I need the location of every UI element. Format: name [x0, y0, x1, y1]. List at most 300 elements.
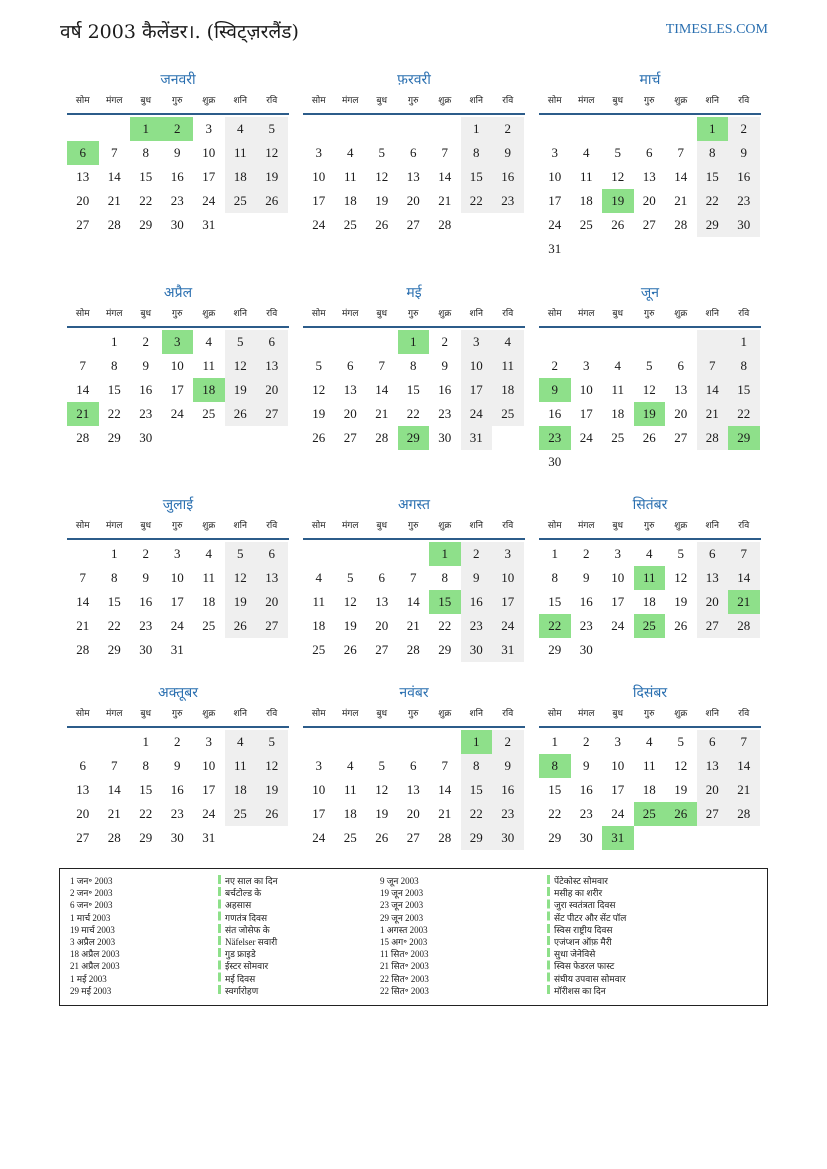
day-cell: 22: [697, 189, 729, 213]
day-cell: 20: [343, 406, 357, 421]
day-cell: 27: [674, 430, 688, 445]
day-cell: 21: [697, 402, 729, 426]
day-cell: 17: [202, 782, 216, 797]
day-cell: 22: [139, 806, 153, 821]
day-cell: 24: [492, 614, 524, 638]
weekday-label: शुक्र: [202, 709, 216, 719]
day-cell: 23: [139, 406, 153, 421]
day-cell: 6: [697, 542, 729, 566]
day-cell: 9: [492, 141, 524, 165]
month-block: [67, 283, 289, 450]
day-cell: 9: [441, 358, 448, 373]
day-cell: 3: [174, 546, 181, 561]
day-cell: 15: [697, 165, 729, 189]
day-cell: 3: [551, 145, 558, 160]
day-cell: 13: [343, 382, 357, 397]
holiday-list-entry: संत जोसेफ के: [225, 924, 270, 935]
empty-cell: [335, 117, 367, 141]
month-name: अगस्त: [397, 497, 430, 513]
day-grid: [539, 328, 761, 474]
holiday-day-cell: 3: [162, 330, 194, 354]
day-cell: 2: [142, 546, 149, 561]
month-name: जुलाई: [162, 497, 194, 513]
weekday-label: सोम: [75, 709, 90, 719]
weekday-label: गुरु: [644, 96, 655, 106]
day-cell: 13: [256, 566, 288, 590]
day-cell: 15: [107, 594, 121, 609]
day-cell: 31: [202, 830, 216, 845]
weekday-label: रवि: [266, 709, 278, 719]
day-cell: 19: [375, 806, 389, 821]
weekday-header: [303, 516, 525, 540]
day-cell: 10: [548, 169, 562, 184]
weekday-label: रवि: [738, 709, 750, 719]
day-cell: 28: [728, 802, 760, 826]
day-cell: 15: [139, 782, 153, 797]
day-cell: 23: [461, 614, 493, 638]
weekday-label: सोम: [547, 709, 562, 719]
empty-cell: [366, 117, 398, 141]
month-name: जनवरी: [160, 72, 196, 88]
day-cell: 20: [406, 193, 420, 208]
day-cell: 13: [406, 782, 420, 797]
day-cell: 29: [139, 830, 153, 845]
day-cell: 19: [312, 406, 326, 421]
day-cell: 1: [111, 546, 118, 561]
holiday-day-cell: 22: [539, 614, 571, 638]
day-cell: 19: [225, 590, 257, 614]
weekday-label: रवि: [502, 521, 514, 531]
day-cell: 5: [256, 730, 288, 754]
day-cell: 17: [611, 594, 625, 609]
weekday-label: शनि: [469, 96, 483, 106]
weekday-label: गुरु: [644, 709, 655, 719]
day-cell: 24: [611, 806, 625, 821]
holiday-list-entry: सुधा जेनेविसे: [554, 949, 596, 960]
day-cell: 6: [256, 330, 288, 354]
month-name: दिसंबर: [632, 685, 668, 701]
day-cell: 10: [202, 758, 216, 773]
weekday-label: सोम: [547, 96, 562, 106]
day-cell: 18: [225, 778, 257, 802]
day-cell: 9: [492, 754, 524, 778]
day-cell: 10: [461, 354, 493, 378]
empty-cell: [398, 730, 430, 754]
day-cell: 26: [674, 618, 688, 633]
day-cell: 16: [139, 594, 153, 609]
day-grid: [67, 115, 289, 237]
weekday-label: गुरु: [408, 521, 419, 531]
day-cell: 10: [170, 570, 184, 585]
holiday-list-entry: बर्चटोल्ड के: [225, 888, 262, 899]
day-cell: 22: [107, 618, 121, 633]
weekday-label: मंगल: [341, 96, 359, 106]
day-cell: 11: [343, 169, 357, 184]
day-cell: 24: [611, 618, 625, 633]
weekday-label: सोम: [547, 309, 562, 319]
day-cell: 14: [728, 754, 760, 778]
weekday-label: शुक्र: [202, 96, 216, 106]
weekday-label: शनि: [233, 521, 247, 531]
day-cell: 13: [674, 382, 688, 397]
day-cell: 7: [728, 542, 760, 566]
day-cell: 9: [728, 141, 760, 165]
weekday-label: बुध: [612, 96, 624, 106]
holiday-day-cell: 21: [67, 402, 99, 426]
empty-cell: [429, 730, 461, 754]
day-cell: 4: [583, 145, 590, 160]
day-cell: 4: [205, 546, 212, 561]
day-cell: 22: [438, 618, 452, 633]
day-cell: 21: [674, 193, 688, 208]
day-cell: 26: [225, 614, 257, 638]
day-cell: 16: [728, 165, 760, 189]
weekday-label: बुध: [140, 309, 152, 319]
day-cell: 14: [697, 378, 729, 402]
day-cell: 10: [611, 570, 625, 585]
month-block: [67, 683, 289, 850]
day-cell: 31: [461, 426, 493, 450]
day-cell: 11: [642, 758, 656, 773]
day-cell: 4: [614, 358, 621, 373]
weekday-label: शुक्र: [674, 309, 688, 319]
page-title: वर्ष 2003 कैलेंडर।. (स्विट्ज़रलैंड): [60, 21, 299, 43]
weekday-label: गुरु: [172, 521, 183, 531]
weekday-header: [67, 516, 289, 540]
holiday-day-cell: 8: [539, 754, 571, 778]
day-cell: 22: [139, 193, 153, 208]
day-cell: 18: [579, 193, 593, 208]
day-cell: 22: [406, 406, 420, 421]
day-cell: 18: [202, 594, 216, 609]
day-cell: 17: [461, 378, 493, 402]
day-cell: 29: [107, 642, 121, 657]
weekday-label: शुक्र: [674, 521, 688, 531]
weekday-label: बुध: [612, 521, 624, 531]
day-cell: 4: [646, 546, 653, 561]
empty-cell: [335, 330, 367, 354]
day-cell: 24: [312, 830, 326, 845]
weekday-label: रवि: [266, 521, 278, 531]
weekday-label: बुध: [612, 709, 624, 719]
holiday-day-cell: 18: [193, 378, 225, 402]
empty-cell: [303, 330, 335, 354]
day-cell: 26: [256, 802, 288, 826]
day-cell: 30: [170, 217, 184, 232]
weekday-label: रवि: [502, 96, 514, 106]
day-cell: 9: [583, 758, 590, 773]
holiday-list-entry: 1 मई 2003: [70, 973, 107, 984]
day-cell: 13: [642, 169, 656, 184]
day-cell: 28: [76, 430, 90, 445]
weekday-label: बुध: [140, 709, 152, 719]
day-cell: 3: [461, 330, 493, 354]
weekday-header: [67, 91, 289, 115]
day-cell: 12: [225, 566, 257, 590]
day-cell: 11: [225, 754, 257, 778]
day-cell: 4: [205, 334, 212, 349]
weekday-label: शुक्र: [438, 709, 452, 719]
day-cell: 11: [225, 141, 257, 165]
weekday-label: मंगल: [577, 709, 595, 719]
day-cell: 18: [343, 806, 357, 821]
day-cell: 30: [548, 454, 562, 469]
weekday-label: बुध: [140, 96, 152, 106]
day-cell: 14: [76, 382, 90, 397]
day-cell: 15: [728, 378, 760, 402]
day-cell: 6: [646, 145, 653, 160]
day-cell: 4: [225, 117, 257, 141]
empty-cell: [665, 117, 697, 141]
holiday-day-cell: 25: [634, 614, 666, 638]
day-cell: 14: [76, 594, 90, 609]
day-cell: 3: [614, 546, 621, 561]
weekday-label: मंगल: [105, 96, 123, 106]
weekday-label: रवि: [266, 309, 278, 319]
weekday-label: रवि: [738, 96, 750, 106]
day-cell: 2: [461, 542, 493, 566]
day-cell: 28: [438, 830, 452, 845]
holiday-list-entry: 21 सित॰ 2003: [380, 961, 429, 972]
weekday-label: मंगल: [577, 309, 595, 319]
month-block: [539, 683, 761, 850]
holiday-list-entry: 15 अग॰ 2003: [380, 937, 428, 948]
weekday-label: मंगल: [105, 521, 123, 531]
month-name: मार्च: [639, 72, 661, 88]
day-cell: 11: [312, 594, 326, 609]
day-cell: 20: [76, 806, 90, 821]
day-cell: 21: [375, 406, 389, 421]
weekday-label: सोम: [311, 521, 326, 531]
day-cell: 19: [256, 165, 288, 189]
month-block: [539, 283, 761, 474]
day-cell: 30: [728, 213, 760, 237]
day-cell: 27: [642, 217, 656, 232]
day-cell: 11: [202, 570, 216, 585]
day-cell: 26: [642, 430, 656, 445]
day-cell: 18: [225, 165, 257, 189]
day-cell: 26: [375, 830, 389, 845]
day-cell: 18: [642, 594, 656, 609]
day-cell: 24: [170, 618, 184, 633]
day-cell: 24: [548, 217, 562, 232]
holiday-list-entry: मसीह का शरीर: [554, 888, 603, 899]
day-cell: 28: [674, 217, 688, 232]
weekday-label: सोम: [311, 709, 326, 719]
day-cell: 23: [492, 802, 524, 826]
weekday-label: सोम: [547, 521, 562, 531]
day-cell: 21: [107, 806, 121, 821]
day-cell: 27: [343, 430, 357, 445]
holiday-day-cell: 26: [665, 802, 697, 826]
day-cell: 2: [174, 734, 181, 749]
day-cell: 16: [438, 382, 452, 397]
holiday-list-entry: 19 जून 2003: [380, 888, 424, 899]
day-cell: 3: [492, 542, 524, 566]
day-cell: 27: [375, 642, 389, 657]
holiday-day-cell: 23: [539, 426, 571, 450]
day-cell: 4: [646, 734, 653, 749]
day-cell: 18: [642, 782, 656, 797]
weekday-label: गुरु: [172, 96, 183, 106]
day-cell: 19: [256, 778, 288, 802]
weekday-label: मंगल: [341, 521, 359, 531]
weekday-label: सोम: [311, 96, 326, 106]
day-cell: 7: [441, 758, 448, 773]
day-cell: 18: [312, 618, 326, 633]
weekday-label: रवि: [738, 521, 750, 531]
day-cell: 15: [461, 165, 493, 189]
weekday-header: [539, 704, 761, 728]
weekday-label: शुक्र: [674, 96, 688, 106]
weekday-label: शनि: [469, 521, 483, 531]
weekday-header: [539, 91, 761, 115]
day-cell: 5: [225, 542, 257, 566]
day-cell: 8: [461, 141, 493, 165]
weekday-label: शुक्र: [438, 309, 452, 319]
holiday-list-entry: 2 जन॰ 2003: [70, 888, 113, 899]
day-cell: 21: [406, 618, 420, 633]
month-block: [303, 70, 525, 237]
empty-cell: [99, 117, 131, 141]
holiday-list-entry: ईस्टर सोमवार: [225, 961, 269, 972]
day-cell: 23: [170, 806, 184, 821]
day-cell: 25: [492, 402, 524, 426]
month-block: [303, 283, 525, 450]
empty-cell: [303, 117, 335, 141]
day-cell: 24: [170, 406, 184, 421]
empty-cell: [67, 117, 99, 141]
day-cell: 18: [611, 406, 625, 421]
month-name: फ़रवरी: [397, 72, 431, 88]
day-cell: 18: [492, 378, 524, 402]
day-cell: 12: [312, 382, 326, 397]
day-cell: 7: [111, 758, 118, 773]
day-grid: [303, 728, 525, 850]
weekday-header: [67, 704, 289, 728]
weekday-label: गुरु: [172, 709, 183, 719]
day-cell: 6: [410, 145, 417, 160]
weekday-label: सोम: [311, 309, 326, 319]
day-cell: 5: [614, 145, 621, 160]
weekday-header: [303, 704, 525, 728]
weekday-label: शनि: [233, 309, 247, 319]
empty-cell: [67, 542, 99, 566]
day-cell: 6: [410, 758, 417, 773]
day-cell: 31: [492, 638, 524, 662]
day-cell: 19: [343, 618, 357, 633]
holiday-list-entry: गणतंत्र दिवस: [225, 912, 268, 923]
day-cell: 6: [677, 358, 684, 373]
day-cell: 25: [611, 430, 625, 445]
day-cell: 17: [492, 590, 524, 614]
holiday-names-col-2: [554, 875, 626, 997]
holiday-list-entry: Näfelser सवारी: [225, 937, 278, 948]
day-cell: 7: [79, 570, 86, 585]
weekday-label: शनि: [233, 96, 247, 106]
day-cell: 26: [256, 189, 288, 213]
day-grid: [539, 115, 761, 261]
day-cell: 23: [728, 189, 760, 213]
holiday-list-entry: 6 जन॰ 2003: [70, 900, 113, 911]
day-cell: 30: [461, 638, 493, 662]
day-cell: 26: [312, 430, 326, 445]
day-cell: 10: [170, 358, 184, 373]
month-block: [67, 70, 289, 237]
day-cell: 12: [343, 594, 357, 609]
day-cell: 12: [674, 758, 688, 773]
holiday-day-cell: 9: [539, 378, 571, 402]
day-cell: 20: [406, 806, 420, 821]
day-grid: [539, 728, 761, 850]
day-cell: 16: [139, 382, 153, 397]
day-cell: 27: [76, 217, 90, 232]
day-cell: 9: [461, 566, 493, 590]
holiday-list-entry: एजंप्शन ऑफ़ मैरी: [554, 937, 612, 948]
day-grid: [67, 728, 289, 850]
holiday-names-col-1: [225, 875, 278, 997]
holiday-list-entry: पेंटेकोस्ट सोमवार: [554, 876, 608, 886]
day-grid: [539, 540, 761, 662]
day-cell: 5: [256, 117, 288, 141]
day-cell: 2: [142, 334, 149, 349]
day-cell: 11: [492, 354, 524, 378]
day-grid: [303, 115, 525, 237]
day-cell: 19: [674, 594, 688, 609]
day-cell: 9: [142, 358, 149, 373]
day-cell: 22: [107, 406, 121, 421]
holiday-day-cell: 29: [728, 426, 760, 450]
holiday-day-cell: 15: [429, 590, 461, 614]
day-cell: 17: [548, 193, 562, 208]
empty-cell: [602, 330, 634, 354]
day-cell: 16: [492, 165, 524, 189]
day-cell: 24: [202, 193, 216, 208]
day-cell: 27: [406, 217, 420, 232]
weekday-label: बुध: [376, 521, 388, 531]
day-cell: 29: [139, 217, 153, 232]
day-cell: 31: [548, 241, 562, 256]
day-cell: 31: [170, 642, 184, 657]
empty-cell: [303, 730, 335, 754]
weekday-header: [539, 516, 761, 540]
holiday-list-entry: सेंट पीटर और सेंट पॉल: [554, 912, 627, 923]
day-cell: 13: [697, 566, 729, 590]
day-cell: 14: [375, 382, 389, 397]
day-cell: 13: [256, 354, 288, 378]
empty-cell: [67, 730, 99, 754]
day-cell: 8: [142, 145, 149, 160]
day-cell: 16: [579, 594, 593, 609]
day-cell: 15: [406, 382, 420, 397]
day-cell: 6: [347, 358, 354, 373]
day-cell: 12: [674, 570, 688, 585]
day-cell: 29: [107, 430, 121, 445]
day-cell: 10: [611, 758, 625, 773]
day-cell: 16: [548, 406, 562, 421]
day-cell: 24: [202, 806, 216, 821]
weekday-label: शनि: [233, 709, 247, 719]
holiday-day-cell: 6: [67, 141, 99, 165]
weekday-label: रवि: [502, 309, 514, 319]
day-cell: 28: [697, 426, 729, 450]
holiday-list-entry: जुरा स्वतंत्रता दिवस: [554, 900, 616, 911]
month-name: अप्रैल: [163, 285, 193, 301]
day-cell: 18: [343, 193, 357, 208]
month-block: [539, 495, 761, 662]
holiday-list-entry: स्वर्गारोहण: [225, 985, 259, 996]
day-cell: 30: [579, 642, 593, 657]
